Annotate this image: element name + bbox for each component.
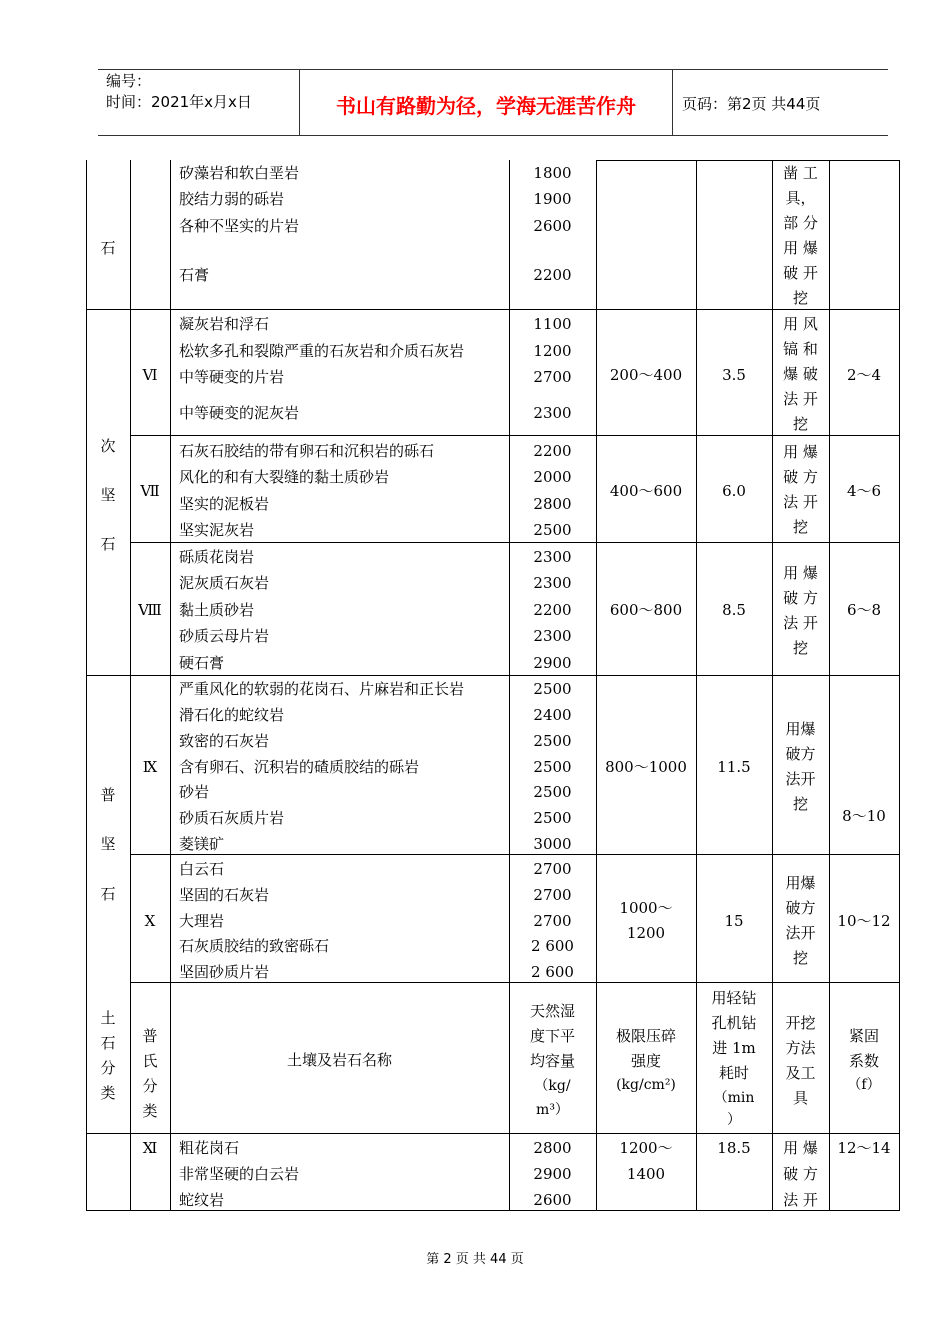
rock-density: 2300 xyxy=(533,404,572,422)
table-bottom-border xyxy=(86,1210,900,1211)
rock-name: 砂质云母片岩 xyxy=(179,627,270,645)
rock-density: 2500 xyxy=(533,783,572,801)
strength-cell: 200～400 xyxy=(609,366,683,384)
rock-density: 2700 xyxy=(533,368,572,386)
header-top-rule xyxy=(98,69,888,70)
rock-name: 中等硬变的片岩 xyxy=(179,368,285,386)
table-border-right xyxy=(899,160,900,1211)
drill-time-cell: 6.0 xyxy=(722,482,746,500)
coefficient-cell: 10～12 xyxy=(837,912,891,930)
page-footer: 第 2 页 共 44 页 xyxy=(426,1252,524,1267)
rock-name: 坚实的泥板岩 xyxy=(179,495,270,513)
rock-name: 蛇纹岩 xyxy=(179,1191,225,1209)
rock-name: 泥灰质石灰岩 xyxy=(179,574,270,592)
header-bottom-rule xyxy=(98,135,888,136)
rock-name: 坚固砂质片岩 xyxy=(179,963,270,981)
grade-cell: Ⅶ xyxy=(140,482,160,500)
rock-name: 中等硬变的泥灰岩 xyxy=(179,404,300,422)
rock-name: 白云石 xyxy=(179,860,225,878)
rock-name: 各种不坚实的片岩 xyxy=(179,217,300,235)
rock-name: 严重风化的软弱的花岗石、片麻岩和正长岩 xyxy=(179,680,465,698)
drill-time-cell: 3.5 xyxy=(722,366,746,384)
rock-name: 致密的石灰岩 xyxy=(179,732,270,750)
rock-density: 2300 xyxy=(533,627,572,645)
rock-density: 2800 xyxy=(533,495,572,513)
header-meta xyxy=(106,71,252,113)
grade-cell: Ⅸ xyxy=(142,758,158,776)
rock-name: 松软多孔和裂隙严重的石灰岩和介质石灰岩 xyxy=(179,342,465,360)
table-border-left xyxy=(86,160,87,1211)
document-number-label: 编号： xyxy=(106,72,152,90)
row-divider xyxy=(86,309,900,310)
rock-name: 石灰质胶结的致密砾石 xyxy=(179,937,330,955)
rock-density: 1200 xyxy=(533,342,572,360)
rock-name: 坚实泥灰岩 xyxy=(179,521,255,539)
drill-time-cell: 8.5 xyxy=(722,601,746,619)
rock-name: 凝灰岩和浮石 xyxy=(179,315,270,333)
rock-density: 2700 xyxy=(533,860,572,878)
rock-density: 2500 xyxy=(533,732,572,750)
rock-density: 2500 xyxy=(533,521,572,539)
rock-density: 2600 xyxy=(533,217,572,235)
row-divider xyxy=(86,675,900,676)
rock-density: 2700 xyxy=(533,912,572,930)
header-name-cell: 土壤及岩石名称 xyxy=(286,1051,392,1069)
rock-density: 2800 xyxy=(533,1139,572,1157)
drill-time-cell: 11.5 xyxy=(717,758,751,776)
grade-cell: Ⅵ xyxy=(142,366,158,384)
coefficient-cell: 6～8 xyxy=(846,601,882,619)
coefficient-cell: 4～6 xyxy=(846,482,882,500)
coefficient-cell: 12～14 xyxy=(837,1139,891,1157)
rock-density: 1100 xyxy=(533,315,572,333)
rock-name: 砂质石灰质片岩 xyxy=(179,809,285,827)
rock-density: 2600 xyxy=(533,1191,572,1209)
row-divider xyxy=(130,542,900,543)
rock-density: 2 600 xyxy=(531,963,574,981)
rock-name: 石膏 xyxy=(179,266,210,284)
strength-cell: 600～800 xyxy=(609,601,683,619)
rock-density: 2500 xyxy=(533,680,572,698)
rock-name: 菱镁矿 xyxy=(179,835,225,853)
rock-name: 风化的和有大裂缝的黏土质砂岩 xyxy=(179,468,390,486)
rock-name: 硬石膏 xyxy=(179,654,225,672)
strength-cell: 800～1000 xyxy=(605,758,687,776)
rock-density: 3000 xyxy=(533,835,572,853)
rock-name: 矽藻岩和软白垩岩 xyxy=(179,164,300,182)
rock-density: 2200 xyxy=(533,442,572,460)
rock-density: 2200 xyxy=(533,266,572,284)
grade-cell: Ⅺ xyxy=(142,1139,158,1157)
rock-name: 坚固的石灰岩 xyxy=(179,886,270,904)
document-time: 时间：2021年x月x日 xyxy=(106,93,252,111)
rock-name: 石灰石胶结的带有卵石和沉积岩的砾石 xyxy=(179,442,435,460)
header-divider-2 xyxy=(672,69,673,136)
rock-name: 胶结力弱的砾岩 xyxy=(179,190,285,208)
row-divider xyxy=(130,435,900,436)
rock-name: 砾质花岗岩 xyxy=(179,548,255,566)
row-divider xyxy=(130,854,900,855)
rock-name: 非常坚硬的白云岩 xyxy=(179,1165,300,1183)
coefficient-cell: 2～4 xyxy=(846,366,882,384)
rock-density: 2700 xyxy=(533,886,572,904)
row-divider xyxy=(86,1133,900,1134)
rock-density: 2900 xyxy=(533,1165,572,1183)
rock-density: 2900 xyxy=(533,654,572,672)
rock-name: 砂岩 xyxy=(179,783,210,801)
rock-density: 2300 xyxy=(533,548,572,566)
header-motto: 书山有路勤为径，学海无涯苦作舟 xyxy=(336,94,636,118)
rock-name: 大理岩 xyxy=(179,912,225,930)
rock-name: 含有卵石、沉积岩的碴质胶结的砾岩 xyxy=(179,758,420,776)
drill-time-cell: 18.5 xyxy=(717,1139,751,1157)
class-cell-stone: 石 xyxy=(100,239,116,257)
table-top-border xyxy=(596,160,900,161)
rock-name: 粗花岗石 xyxy=(179,1139,240,1157)
rock-name: 滑石化的蛇纹岩 xyxy=(179,706,285,724)
drill-time-cell: 15 xyxy=(724,912,744,930)
row-divider xyxy=(130,982,900,983)
rock-density: 2000 xyxy=(533,468,572,486)
rock-density: 2500 xyxy=(533,809,572,827)
header-page-info: 页码：第2页 共44页 xyxy=(682,95,821,113)
rock-density: 2300 xyxy=(533,574,572,592)
rock-density: 1900 xyxy=(533,190,572,208)
coefficient-cell: 8～10 xyxy=(842,807,886,825)
rock-name: 黏土质砂岩 xyxy=(179,601,255,619)
strength-cell: 400～600 xyxy=(609,482,683,500)
rock-density: 2400 xyxy=(533,706,572,724)
rock-density: 1800 xyxy=(533,164,572,182)
grade-cell: Ⅷ xyxy=(138,601,162,619)
rock-density: 2 600 xyxy=(531,937,574,955)
rock-density: 2200 xyxy=(533,601,572,619)
rock-density: 2500 xyxy=(533,758,572,776)
grade-cell: Ⅹ xyxy=(144,912,156,930)
